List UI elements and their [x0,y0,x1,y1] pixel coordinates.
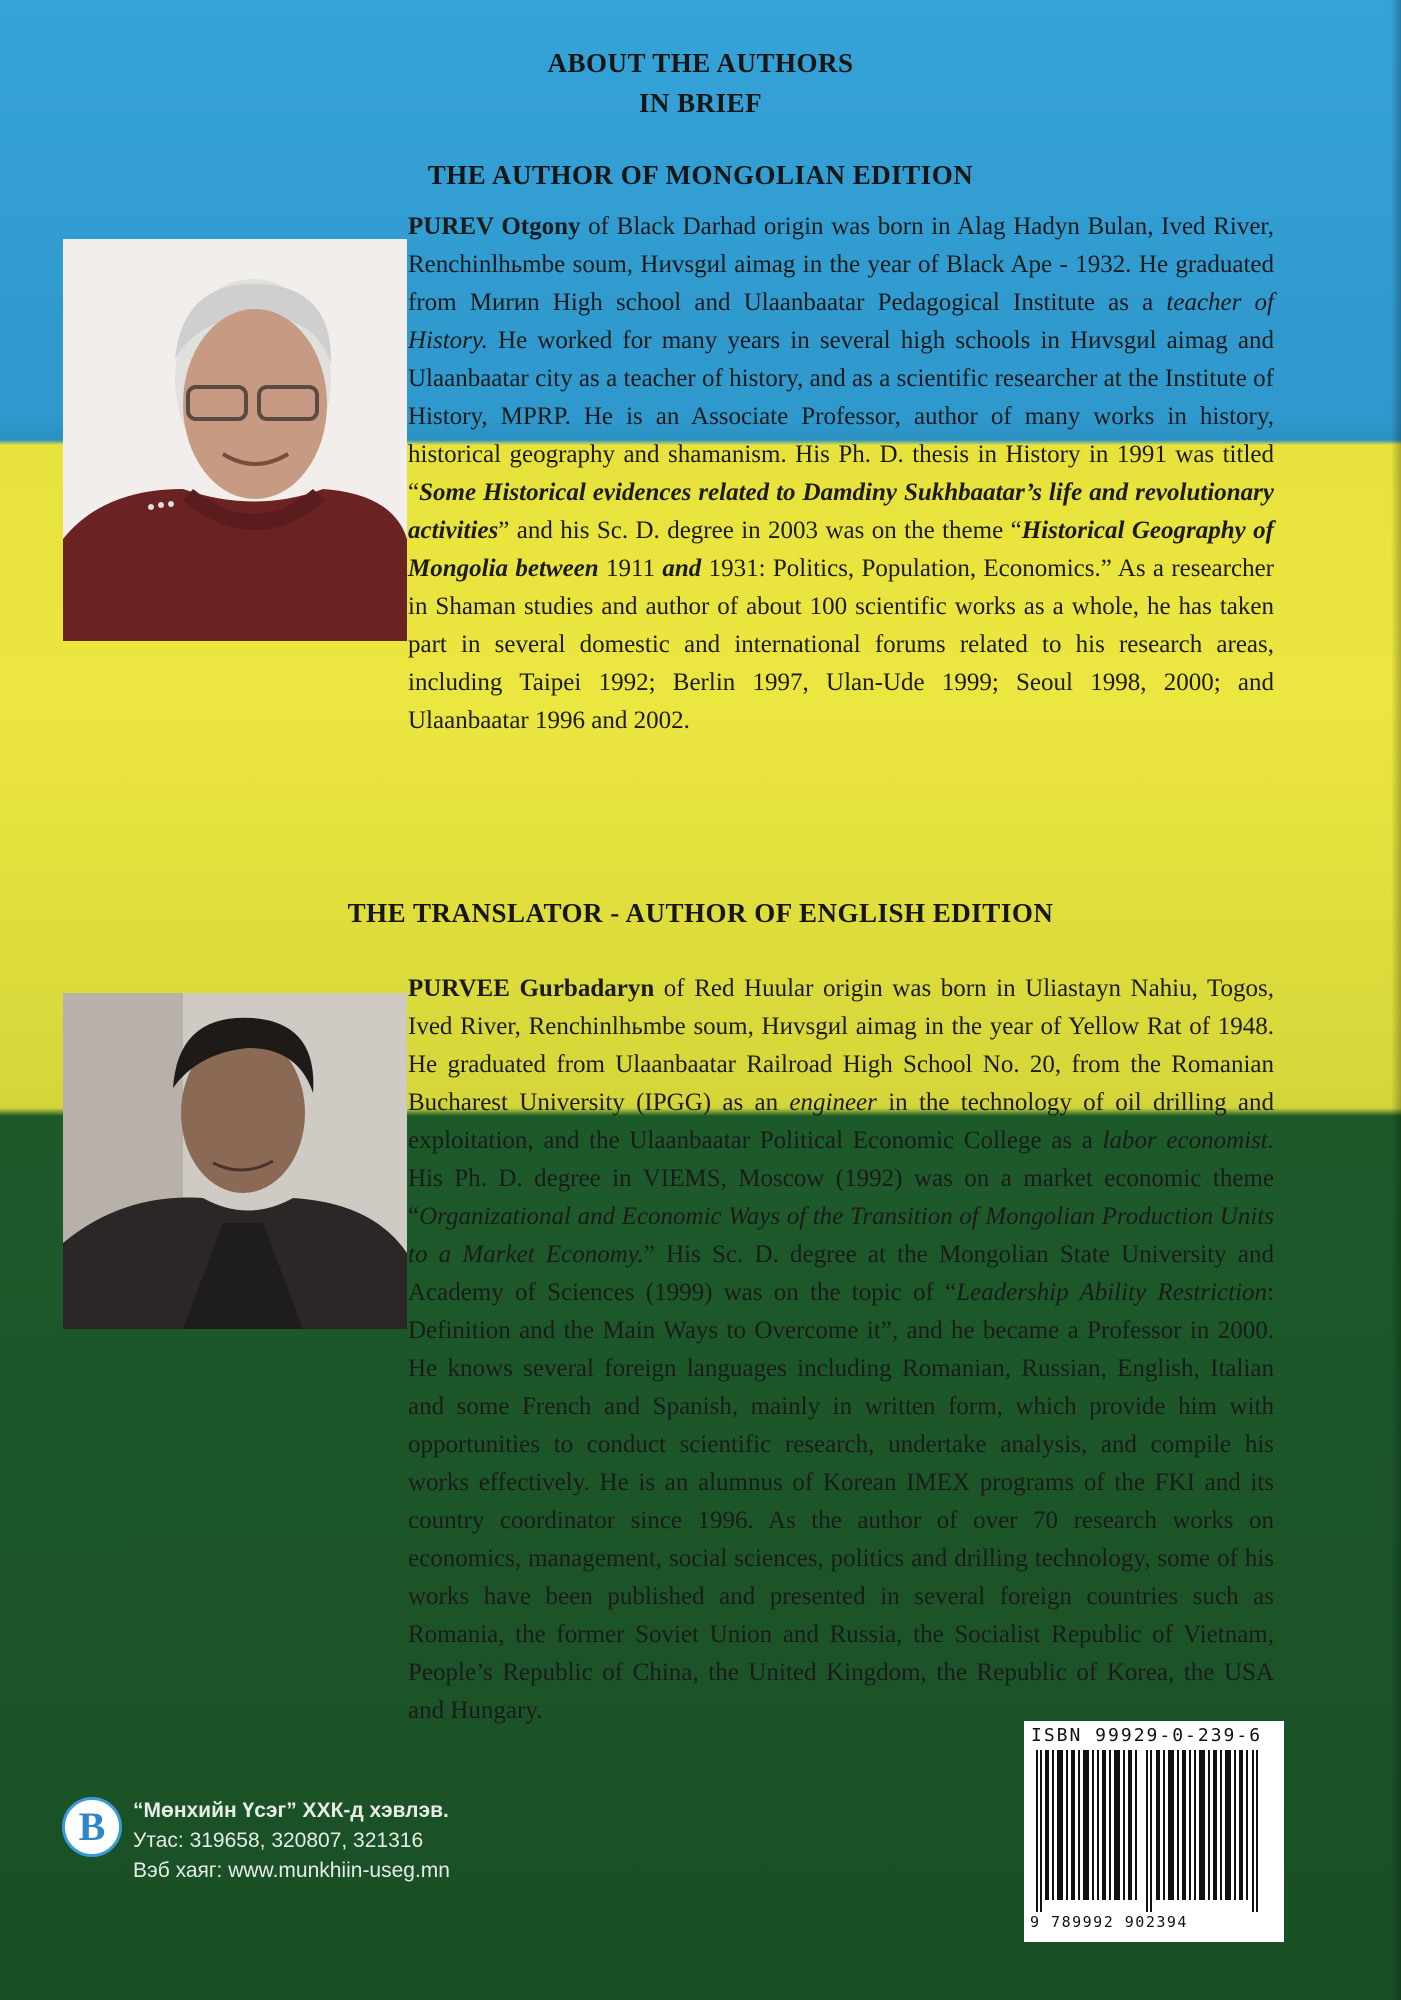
author1-thesis-title: Some Historical evidences related to Damdiny Sukhbaatar’s life and revolutionary activities [408,479,1274,544]
author2-bio [408,970,1274,1730]
author2-name: PURVEE Gurbadaryn [408,975,655,1002]
author2-bio-text-4: ” His Sc. D. degree at the Mongolian State University and Academy of Sciences (1999) was on the topic of “ [408,1241,1274,1306]
author2-portrait [63,993,407,1329]
author1-name: PUREV Otgony [408,213,581,240]
publisher-website: Вэб хаяг: www.munkhiin-useg.mn [133,1859,450,1882]
cover-heading-line2: IN BRIEF [638,88,763,118]
author1-bio-and: and [662,555,702,582]
publisher-name: “Мөнхийн Үсэг” ХХК-д хэвлэв. [133,1799,449,1822]
isbn-digits: 9 789992 902394 [1030,1913,1188,1931]
author2-bio-text-5: : Definition and the Main Ways to Overcome it”, and he became a Professor in 2000. He knows several foreign languages including Romanian, Russian, English, Italian and some French and Spanish, mainly in written form, which provide him with opportunities to conduct scientific research, undertake analysis, and compile his works effectively. He is an alumnus of Korean IMEX programs of the FKI and its country coordinator since 1996. As the author of over 70 research works on economics, management, social sciences, politics and drilling technology, some of his works have been published and presented in several foreign countries such as Romania, the former Soviet Union and Russia, the Socialist Republic of Vietnam, People’s Republic of China, the United Kingdom, the Republic of Korea, the USA and Hungary. [408,1279,1274,1724]
author2-bio-text-3: His Ph. D. degree in VIEMS, Moscow (1992) was on a market economic theme “ [408,1165,1274,1230]
author2-heading: THE TRANSLATOR - AUTHOR OF ENGLISH EDITION [347,898,1054,928]
author2-dissertation-title: Organizational and Economic Ways of the Transition of Mongolian Production Units to a Market Economy. [408,1203,1274,1268]
author1-bio-top [408,208,1274,740]
author1-bio-text-1: of Black Darhad origin was born in Alag Hadyn Bulan, Ived River, Renchinlhьmbe soum, Hиvsgиl aimag in the year of Black Ape - 1932. He graduated from Mиrиn High school and Ulaanbaatar Pedagogical Institute as a [408,213,1274,316]
author1-heading: THE AUTHOR OF MONGOLIAN EDITION [427,160,974,190]
publisher-logo [62,1797,122,1857]
author2-bio-italic-2: labor economist. [1102,1127,1275,1154]
author1-bio-italic-1: teacher of History. [408,289,1274,354]
author2-scd-title: Leadership Ability Restriction [956,1279,1268,1306]
author2-bio-text-1: of Red Huular origin was born in Uliastayn Nahiu, Togos, Ived River, Renchinlhьmbe soum, Hиvsgиl aimag in the year of Yellow Rat of 1948. He graduated from Ulaanbaatar Railroad High School No. 20, from the Romanian Bucharest University (IPGG) as an [408,975,1274,1116]
publisher-logo-letter: B [78,1804,106,1849]
isbn-label: ISBN 99929-0-239-6 [1031,1725,1263,1746]
author1-bio-text-5: 1931: Politics, Population, Economics.” As a researcher in Shaman studies and author of about 100 scientific works as a whole, he has taken part in several domestic and international forums related to his research areas, including Taipei 1992; Berlin 1997, Ulan-Ude 1999; Seoul 1998, 2000; and Ulaanbaatar 1996 and 2002. [408,555,1274,734]
author2-bio-italic-1: engineer [789,1089,877,1116]
cover-heading-line1: ABOUT THE AUTHORS [547,48,854,78]
cover-edge-shadow [1391,0,1401,2000]
author1-bio-text-2: He worked for many years in several high schools in Hиvsgиl aimag and Ulaanbaatar city as a teacher of history, and as a scientific researcher at the Institute of History, MPRP. He is an Associate Professor, author of many works in history, historical geography and shamanism. His Ph. D. thesis in History in 1991 was titled “ [408,327,1274,506]
author1-portrait [63,239,407,641]
publisher-phone: Утас: 319658, 320807, 321316 [133,1829,424,1852]
barcode-icon [1034,1750,1274,1912]
author2-bio-text-2: in the technology of oil drilling and exploitation, and the Ulaanbaatar Political Economic College as a [408,1089,1274,1154]
author1-bio-text-3: ” and his Sc. D. degree in 2003 was on the theme “ [498,517,1022,544]
author1-bio-text-4: 1911 [598,555,663,582]
author1-dissertation-title: Historical Geography of Mongolia between [408,517,1274,582]
